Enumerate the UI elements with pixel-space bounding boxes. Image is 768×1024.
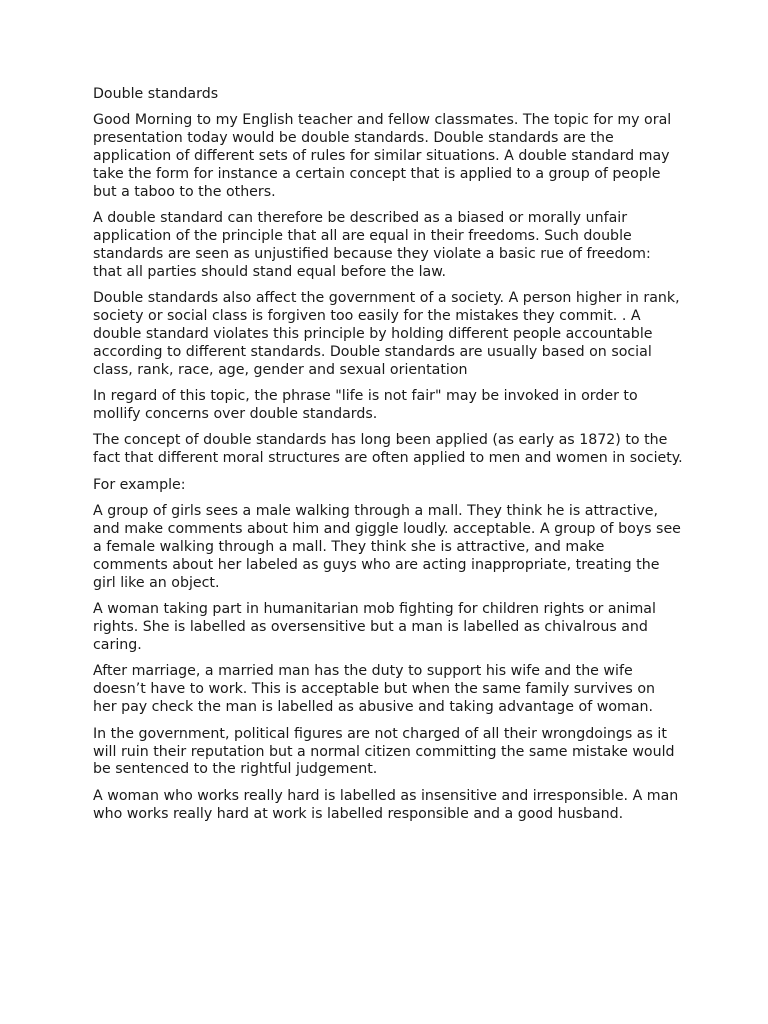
document-title: Double standards — [93, 86, 219, 102]
paragraph-example-government: In the government, political figures are not charged of all their wrongdoings as it will ruin their reputation but a normal citizen committing the same mistake would be sentenced to the rightful judgement. — [93, 725, 675, 778]
paragraph-example-work: A woman who works really hard is labelled as insensitive and irresponsible. A man who works really hard at work is labelled responsible and a good husband. — [93, 787, 679, 822]
paragraph-history: The concept of double standards has long been applied (as early as 1872) to the fact that different moral structures are often applied to men and women in society. — [93, 432, 683, 467]
paragraph-example-marriage: After marriage, a married man has the duty to support his wife and the wife doesn’t have to work. This is acceptable but when the same family survives on her pay check the man is labelled as abusive and taking advantage of woman. — [93, 663, 656, 716]
paragraph-life-not-fair: In regard of this topic, the phrase "life is not fair" may be invoked in order to mollify concerns over double standards. — [93, 388, 638, 422]
paragraph-government: Double standards also affect the government of a society. A person higher in rank, society or social class is forgiven too easily for the mistakes they commit. . A double standard violates this principle by holding different people accountable according to different standards. Double standards are usually based on social class, rank, race, age, gender and sexual orientation — [93, 290, 680, 378]
paragraph-intro: Good Morning to my English teacher and fellow classmates. The topic for my oral presentation today would be double standards. Double standards are the application of different sets of rules for similar situations. A double standard may take the form for instance a certain concept that is applied to a group of people but a taboo to the others. — [93, 111, 672, 200]
paragraph-definition: A double standard can therefore be described as a biased or morally unfair application of the principle that all are equal in their freedoms. Such double standards are seen as unjustified because they violate a basic rue of freedom: that all parties should stand equal before the law. — [93, 209, 651, 280]
paragraph-example-humanitarian: A woman taking part in humanitarian mob fighting for children rights or animal rights. She is labelled as oversensitive but a man is labelled as chivalrous and caring. — [93, 601, 656, 653]
document-page — [93, 86, 683, 832]
paragraph-example-mall: A group of girls sees a male walking through a mall. They think he is attractive, and make comments about him and giggle loudly. acceptable. A group of boys see a female walking through a mall. They think she is attractive, and make comments about her labeled as guys who are acting inappropriate, treating the girl like an object. — [93, 503, 681, 591]
paragraph-for-example: For example: — [93, 476, 186, 493]
